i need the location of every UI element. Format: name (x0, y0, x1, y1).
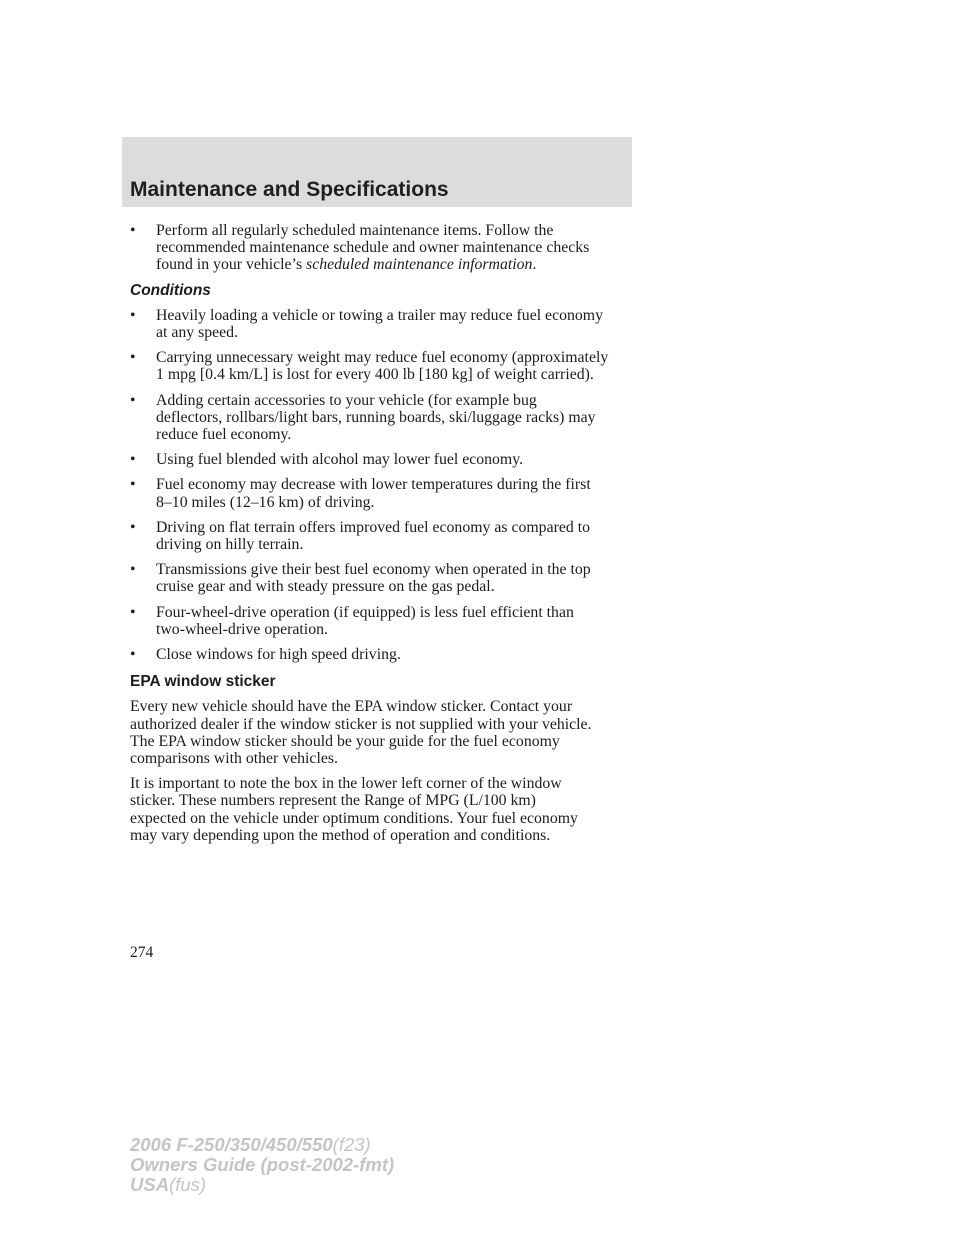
document-footer: 2006 F-250/350/450/550(f23) Owners Guide (post-2002-fmt) USA(fus) (130, 1134, 395, 1195)
page-content (130, 222, 640, 852)
list-item (130, 307, 640, 341)
bullet-marker: • (130, 561, 136, 579)
paragraph: It is important to note the box in the lower left corner of the window sticker. These numbers represent the Range of MPG (L/100 km) expected on the vehicle under optimum conditions. Your fuel economy may vary depending upon the method of operation and conditions. (130, 775, 578, 844)
bullet-marker: • (130, 222, 136, 239)
section-title: Maintenance and Specifications (130, 178, 449, 201)
list-item-text: Driving on flat terrain offers improved fuel economy as compared to driving on hilly terrain. (156, 518, 590, 554)
conditions-list (130, 307, 640, 663)
paragraph: Every new vehicle should have the EPA window sticker. Contact your authorized dealer if the window sticker is not supplied with your vehicle. The EPA window sticker should be your guide for the fuel economy comparisons with other vehicles. (130, 698, 592, 768)
bullet-marker: • (130, 391, 136, 409)
list-item (130, 561, 640, 595)
scheduled-maintenance-reference: scheduled maintenance information (306, 256, 533, 274)
list-item (130, 476, 640, 510)
conditions-heading: Conditions (130, 281, 211, 299)
list-item (130, 222, 640, 274)
list-item (130, 646, 640, 663)
list-item-text: Heavily loading a vehicle or towing a trailer may reduce fuel economy at any speed. (156, 306, 603, 342)
list-item-text: Fuel economy may decrease with lower temperatures during the first 8–10 miles (12–16 km) of driving. (156, 476, 591, 511)
list-item (130, 349, 640, 383)
list-item-text: Close windows for high speed driving. (156, 646, 401, 664)
list-item (130, 604, 640, 638)
list-item-text: Four-wheel-drive operation (if equipped) is less fuel efficient than two-wheel-drive operation. (156, 603, 574, 638)
bullet-marker: • (130, 349, 136, 367)
page-number: 274 (130, 944, 154, 961)
bullet-marker: • (130, 518, 136, 536)
epa-paragraphs (130, 698, 640, 844)
list-item-text: Transmissions give their best fuel economy when operated in the top cruise gear and with steady pressure on the gas pedal. (156, 561, 591, 596)
bullet-marker: • (130, 451, 136, 469)
bullet-marker: • (130, 646, 136, 664)
bullet-marker: • (130, 306, 136, 324)
list-item-text: Using fuel blended with alcohol may lower fuel economy. (156, 451, 524, 469)
bullet-marker: • (130, 603, 136, 621)
list-item (130, 451, 640, 468)
list-item-text: Perform all regularly scheduled maintenance items. Follow the recommended maintenance schedule and owner maintenance checks found in your vehicle’s scheduled maintenance information. (156, 222, 590, 274)
bullet-marker: • (130, 476, 136, 494)
list-item (130, 392, 640, 444)
list-item-text: Carrying unnecessary weight may reduce fuel economy (approximately 1 mpg [0.4 km/L] is lost for every 400 lb [180 kg] of weight carried). (156, 349, 609, 384)
list-item-text: Adding certain accessories to your vehicle (for example bug deflectors, rollbars/light bars, running boards, ski/luggage racks) may reduce fuel economy. (156, 391, 596, 444)
epa-heading: EPA window sticker (130, 673, 276, 691)
list-item (130, 519, 640, 553)
